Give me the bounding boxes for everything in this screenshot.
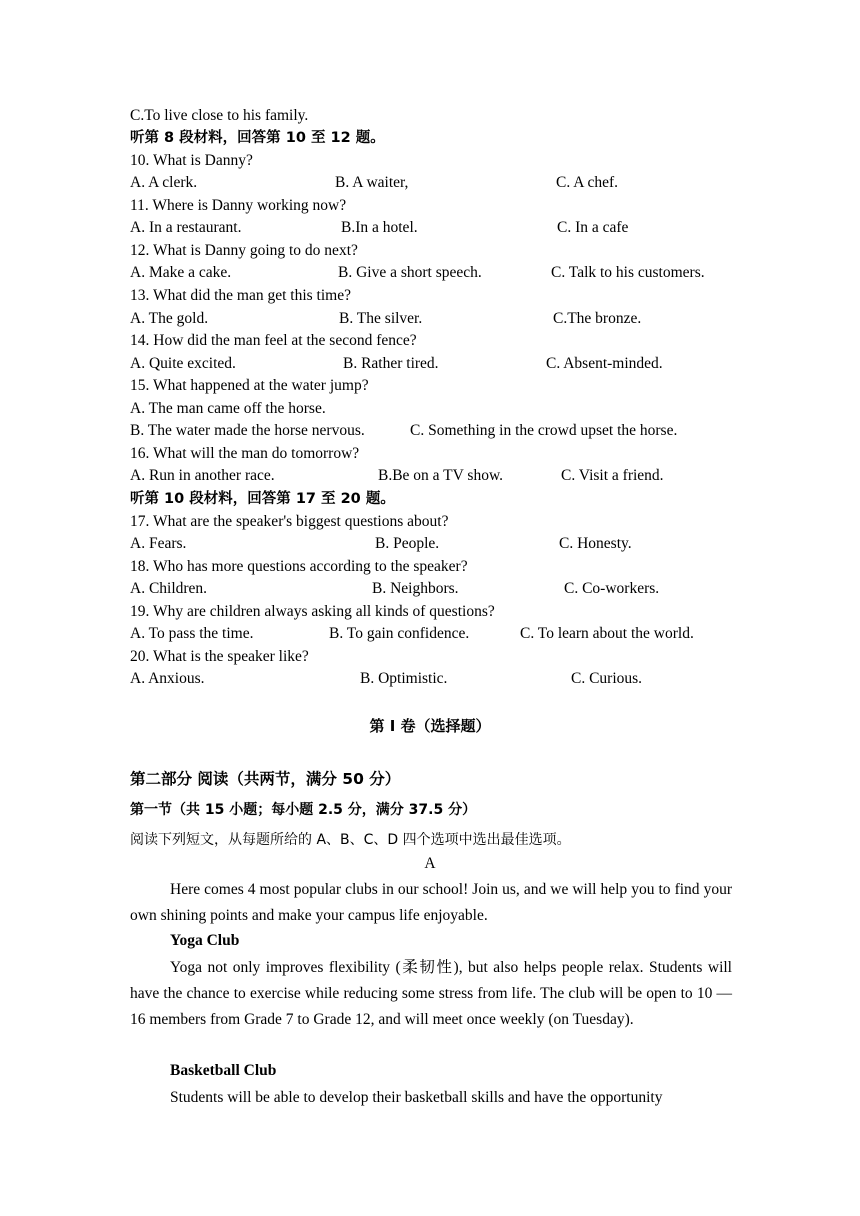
option-b: B. A waiter, [335, 174, 409, 191]
option-c: C. In a cafe [557, 219, 629, 236]
question-16: 16. What will the man do tomorrow? [130, 445, 360, 462]
option-a: A. A clerk. [130, 174, 198, 191]
option-b: B.Be on a TV show. [378, 467, 504, 484]
option-c: C. Curious. [571, 670, 643, 687]
yoga-club-text: Yoga not only improves flexibility (柔韧性), but also helps people relax. Students will have the chance to exercise while reducing some stress from life. The club will be open to 10 — 16 members from Grade 7 to Grade 12, and will meet once weekly (on Tuesday). [130, 959, 732, 1028]
question-14: 14. How did the man feel at the second fence? [130, 332, 417, 349]
question-12: 12. What is Danny going to do next? [130, 242, 358, 259]
option-c: C. Absent-minded. [546, 355, 663, 372]
option-a: A. Quite excited. [130, 355, 236, 372]
option-c: C. Honesty. [559, 535, 632, 552]
section-heading-10: 听第 10 段材料，回答第 17 至 20 题。 [130, 491, 395, 507]
option-a: A. The man came off the horse. [130, 400, 326, 417]
option-a: A. The gold. [130, 310, 209, 327]
section-title: 第一节（共 15 小题；每小题 2.5 分，满分 37.5 分） [130, 802, 477, 818]
option-line: C.To live close to his family. [130, 107, 309, 124]
option-a: A. To pass the time. [130, 625, 254, 642]
passage-intro: Here comes 4 most popular clubs in our school! Join us, and we will help you to find your own shining points and make your campus life enjoyable. [130, 881, 732, 924]
option-a: A. Anxious. [130, 670, 205, 687]
section-heading-8: 听第 8 段材料，回答第 10 至 12 题。 [130, 130, 385, 146]
part-title: 第二部分 阅读（共两节，满分 50 分） [130, 770, 401, 788]
question-18: 18. Who has more questions according to the speaker? [130, 558, 468, 575]
option-b: B. To gain confidence. [329, 625, 470, 642]
question-11: 11. Where is Danny working now? [130, 197, 347, 214]
volume-title: 第 I 卷（选择题） [369, 717, 491, 735]
option-a: A. Make a cake. [130, 264, 232, 281]
option-b: B.In a hotel. [341, 219, 418, 236]
yoga-club-heading: Yoga Club [170, 932, 240, 949]
option-c: C. Visit a friend. [561, 467, 664, 484]
question-15: 15. What happened at the water jump? [130, 377, 369, 394]
option-c: C. Something in the crowd upset the horse. [410, 422, 678, 439]
option-c: C. To learn about the world. [520, 625, 694, 642]
option-b: B. Rather tired. [343, 355, 439, 372]
basketball-club-text: Students will be able to develop their basketball skills and have the opportunity [170, 1089, 663, 1106]
option-a: A. Children. [130, 580, 208, 597]
basketball-club-heading: Basketball Club [170, 1062, 277, 1079]
option-a: A. Fears. [130, 535, 187, 552]
option-c: C. Co-workers. [564, 580, 660, 597]
option-b: B. People. [375, 535, 440, 552]
passage-letter: A [424, 855, 436, 872]
option-b: B. Give a short speech. [338, 264, 482, 281]
option-a: A. Run in another race. [130, 467, 275, 484]
option-c: C. Talk to his customers. [551, 264, 705, 281]
instructions: 阅读下列短文，从每题所给的 A、B、C、D 四个选项中选出最佳选项。 [130, 832, 571, 848]
question-17: 17. What are the speaker's biggest questions about? [130, 513, 449, 530]
question-10: 10. What is Danny? [130, 152, 253, 169]
question-19: 19. Why are children always asking all kinds of questions? [130, 603, 495, 620]
question-20: 20. What is the speaker like? [130, 648, 309, 665]
option-c: C. A chef. [556, 174, 618, 191]
option-c: C.The bronze. [553, 310, 642, 327]
question-13: 13. What did the man get this time? [130, 287, 351, 304]
option-a: A. In a restaurant. [130, 219, 242, 236]
option-b: B. The silver. [339, 310, 423, 327]
option-b: B. Optimistic. [360, 670, 448, 687]
option-b: B. The water made the horse nervous. [130, 422, 365, 439]
option-b: B. Neighbors. [372, 580, 459, 597]
